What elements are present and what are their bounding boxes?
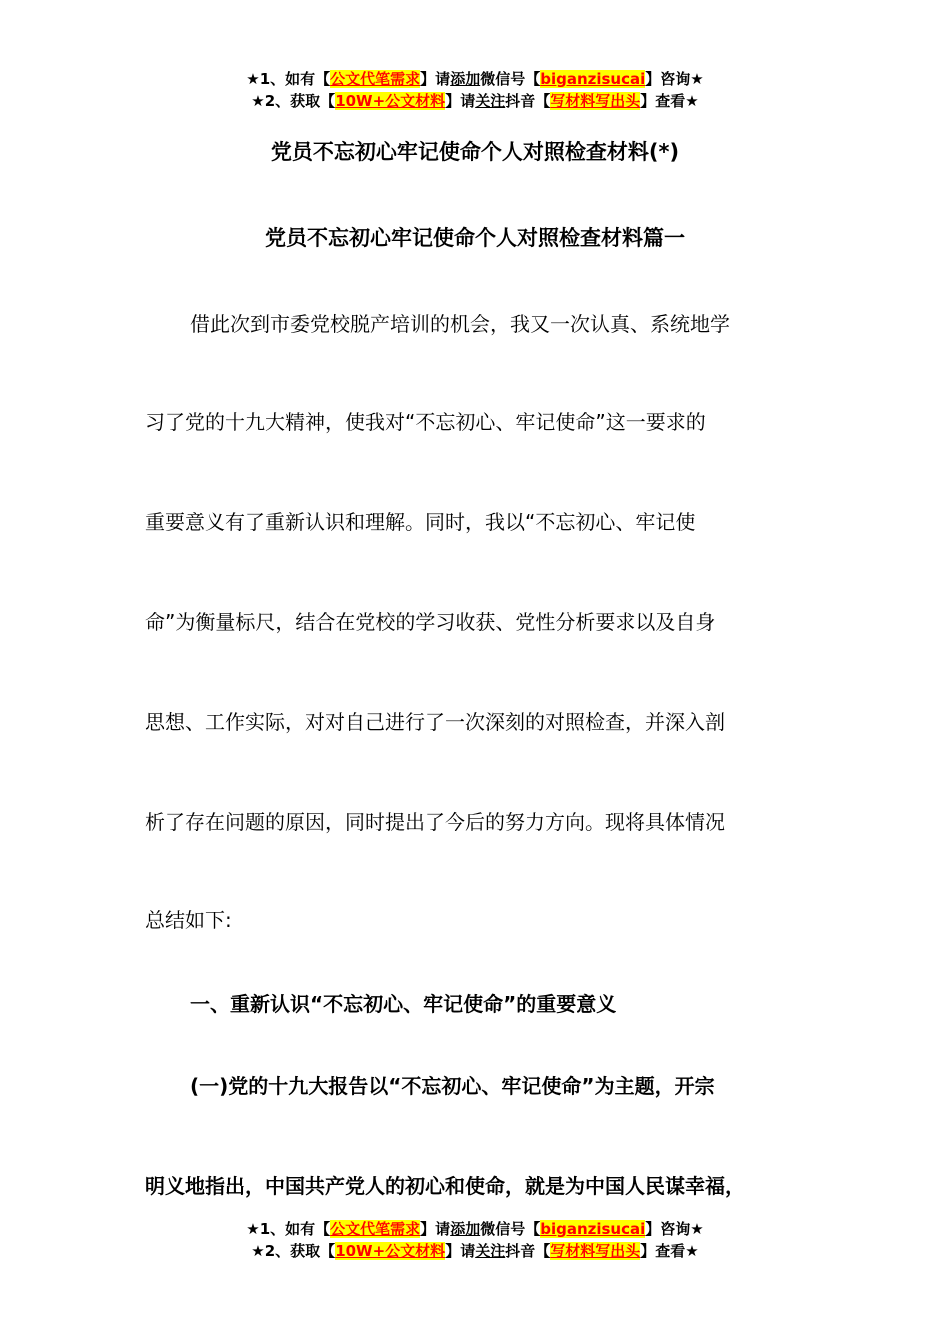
promo-highlight: 10W+公文材料: [335, 92, 446, 110]
body-line: 析了存在问题的原因，同时提出了今后的努力方向。现将具体情况: [145, 810, 725, 834]
promo-highlight: 公文代笔需求: [330, 1220, 421, 1238]
promo-text: 】咨询★: [645, 70, 704, 88]
body-line: 思想、工作实际，对对自己进行了一次深刻的对照检查，并深入剖: [145, 710, 725, 734]
promo-underlined: 添加: [450, 70, 481, 88]
promo-text: 微信号【: [480, 70, 541, 88]
body-line: 总结如下:: [145, 908, 232, 932]
promo-text: 】请: [445, 1242, 476, 1260]
body-line: 命”为衡量标尺，结合在党校的学习收获、党性分析要求以及自身: [145, 610, 716, 634]
promo-highlight: 公文代笔需求: [330, 70, 421, 88]
promo-text: 】咨询★: [645, 1220, 704, 1238]
body-line: 习了党的十九大精神，使我对“不忘初心、牢记使命”这一要求的: [145, 410, 706, 434]
promo-text: 】查看★: [640, 1242, 699, 1260]
promo-douyin-name: 写材料写出头: [550, 92, 641, 110]
promo-text: 】请: [445, 92, 476, 110]
promo-text: 微信号【: [480, 1220, 541, 1238]
promo-text: 】请: [420, 70, 451, 88]
promo-text: 】请: [420, 1220, 451, 1238]
promo-wechat-id: biganzisucai: [540, 1220, 646, 1238]
promo-text: 抖音【: [505, 92, 551, 110]
promo-text: ★1、如有【: [246, 1220, 331, 1238]
promo-wechat-id: biganzisucai: [540, 70, 646, 88]
promo-line-1: [0, 1218, 950, 1240]
body-line: 重要意义有了重新认识和理解。同时，我以“不忘初心、牢记使: [145, 510, 696, 534]
promo-text: 】查看★: [640, 92, 699, 110]
promo-underlined: 添加: [450, 1220, 481, 1238]
promo-line-1: [0, 68, 950, 90]
point-line: (一)党的十九大报告以“不忘初心、牢记使命”为主题，开宗: [190, 1074, 715, 1098]
promo-text: ★2、获取【: [251, 92, 336, 110]
promo-line-2: [0, 90, 950, 112]
promo-douyin-name: 写材料写出头: [550, 1242, 641, 1260]
body-line: 借此次到市委党校脱产培训的机会，我又一次认真、系统地学: [190, 312, 730, 336]
promo-text: ★1、如有【: [246, 70, 331, 88]
point-line: 明义地指出，中国共产党人的初心和使命，就是为中国人民谋幸福，: [145, 1174, 745, 1198]
promo-banner-top: [0, 68, 950, 112]
promo-underlined: 关注: [475, 92, 506, 110]
document-subtitle: 党员不忘初心牢记使命个人对照检查材料篇一: [265, 226, 685, 250]
promo-text: ★2、获取【: [251, 1242, 336, 1260]
section-heading: 一、重新认识“不忘初心、牢记使命”的重要意义: [190, 992, 617, 1016]
promo-text: 抖音【: [505, 1242, 551, 1260]
promo-line-2: [0, 1240, 950, 1262]
promo-banner-bottom: [0, 1218, 950, 1262]
promo-highlight: 10W+公文材料: [335, 1242, 446, 1260]
document-title: 党员不忘初心牢记使命个人对照检查材料(*): [270, 140, 680, 164]
promo-underlined: 关注: [475, 1242, 506, 1260]
